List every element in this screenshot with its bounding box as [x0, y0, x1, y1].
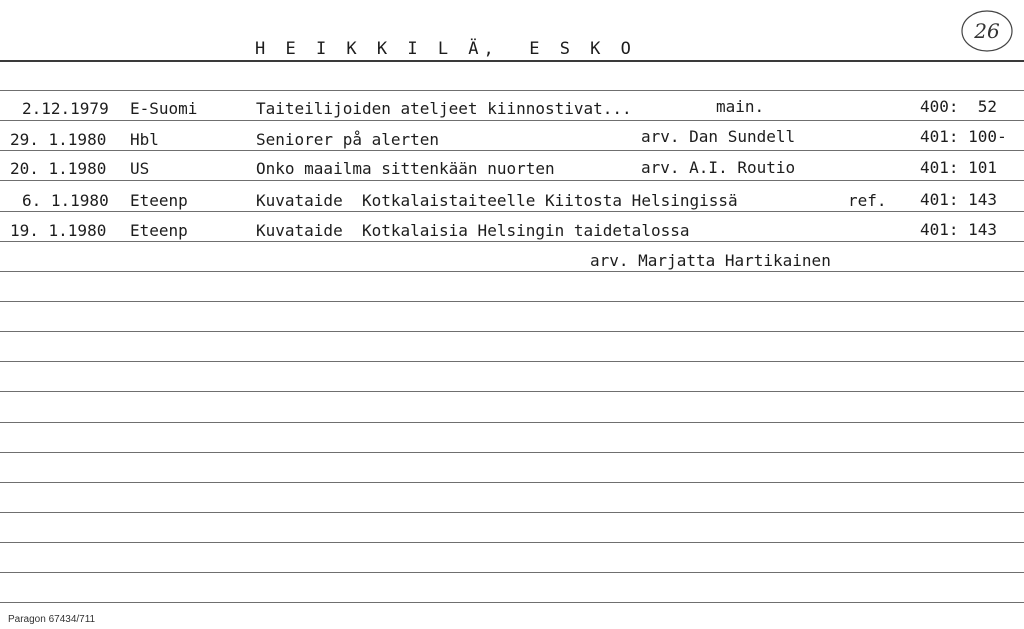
- rule-line: [0, 512, 1024, 513]
- rule-line: [0, 422, 1024, 423]
- entry-note: arv. Dan Sundell: [641, 127, 796, 146]
- card-number-circle: [958, 8, 1016, 54]
- rule-line: [0, 120, 1024, 121]
- entry-date: 19. 1.1980: [10, 221, 107, 240]
- card-name: H E I K K I L Ä, E S K O: [255, 39, 636, 59]
- entry-note: arv. A.I. Routio: [641, 158, 796, 177]
- rule-line: [0, 602, 1024, 603]
- card-number: 26: [974, 19, 1000, 43]
- entry-date: 2.12.1979: [22, 99, 109, 118]
- rule-line: [0, 361, 1024, 362]
- rule-line: [0, 211, 1024, 212]
- entry-continuation: arv. Marjatta Hartikainen: [590, 251, 831, 270]
- rule-line: [0, 391, 1024, 392]
- entry-date: 6. 1.1980: [22, 191, 109, 210]
- entry-date: 29. 1.1980: [10, 130, 107, 149]
- entry-ref: 401: 101: [920, 158, 998, 177]
- rule-line: [0, 482, 1024, 483]
- rule-line: [0, 90, 1024, 91]
- entry-ref: 401: 143: [920, 190, 998, 209]
- entry-ref: 401: 143: [920, 220, 998, 239]
- entry-title: Onko maailma sittenkään nuorten: [256, 159, 555, 178]
- entry-source: Eteenp: [130, 221, 188, 240]
- entry-source: Eteenp: [130, 191, 188, 210]
- entry-date: 20. 1.1980: [10, 159, 107, 178]
- entry-title: Taiteilijoiden ateljeet kiinnostivat...: [256, 99, 632, 118]
- entry-title: Seniorer på alerten: [256, 130, 440, 149]
- card-number-stamp: [958, 8, 1016, 54]
- rule-line: [0, 542, 1024, 543]
- rule-line: [0, 301, 1024, 302]
- entry-title: Kuvataide Kotkalaisia Helsingin taidetalossa: [256, 221, 690, 240]
- rule-line: [0, 180, 1024, 181]
- entry-source: Hbl: [130, 130, 159, 149]
- entry-note: main.: [716, 97, 765, 116]
- rule-line: [0, 452, 1024, 453]
- rule-line: [0, 150, 1024, 151]
- entry-source: US: [130, 159, 150, 178]
- entry-note: ref.: [848, 191, 887, 210]
- header-rule: [0, 60, 1024, 62]
- entry-ref: 400: 52: [920, 97, 998, 116]
- rule-line: [0, 241, 1024, 242]
- rule-line: [0, 572, 1024, 573]
- entry-ref: 401: 100-: [920, 127, 1007, 146]
- rule-line: [0, 331, 1024, 332]
- entry-source: E-Suomi: [130, 99, 198, 118]
- entry-title: Kuvataide Kotkalaistaiteelle Kiitosta Helsingissä: [256, 191, 738, 210]
- rule-line: [0, 271, 1024, 272]
- printer-mark: Paragon 67434/711: [8, 614, 96, 625]
